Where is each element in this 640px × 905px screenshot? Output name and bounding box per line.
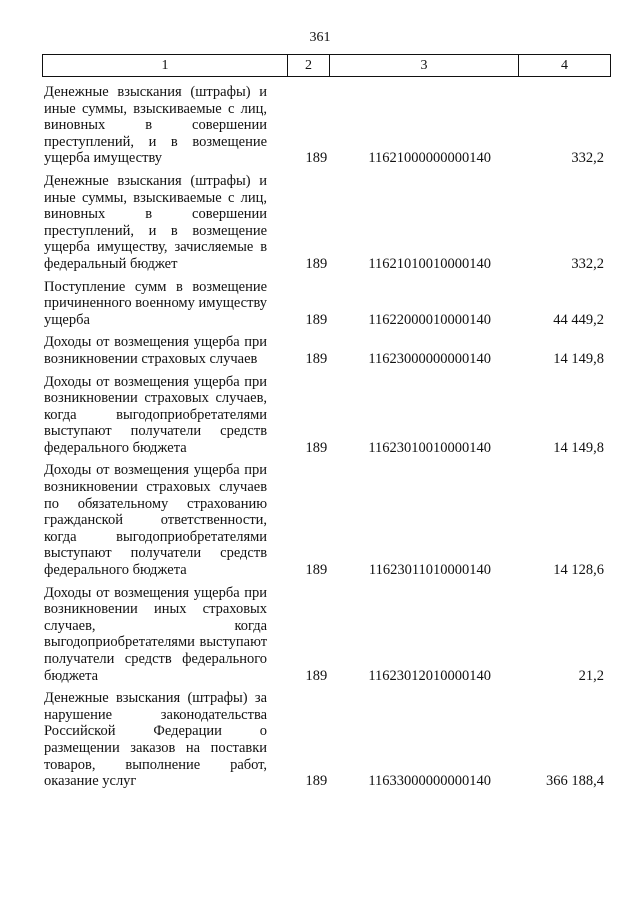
table-header [42,54,611,77]
row-description: Денежные взыскания (штрафы) за нарушение законодательства Российской Федерации о размещении заказов на поставки товаров, выполнение работ, оказание услуг [44,690,268,790]
row-amount: 21,2 [578,667,604,684]
row-admin-code: 189 [305,255,328,272]
header-col-2: 2 [288,55,330,76]
table-row [44,374,604,457]
row-admin-code: 189 [305,350,328,367]
row-kbk-code: 11633000000000140 [368,773,492,790]
row-kbk-code: 11623011010000140 [368,562,492,579]
row-kbk-code: 11623000000000140 [368,350,492,367]
row-amount: 366 188,4 [546,773,604,790]
row-amount: 44 449,2 [553,311,604,328]
row-amount: 332,2 [571,150,604,167]
table-row [44,690,604,790]
row-admin-code: 189 [305,562,328,579]
page-number: 361 [309,30,331,45]
row-kbk-code: 11623010010000140 [368,439,492,456]
table-row [44,279,604,329]
row-kbk-code: 11621000000000140 [368,150,492,167]
table-row [44,173,604,273]
row-admin-code: 189 [305,150,328,167]
header-col-1: 1 [43,55,288,76]
table-body [44,84,604,796]
row-description: Денежные взыскания (штрафы) и иные суммы, взыскиваемые с лиц, виновных в совершении преступлений, и в возмещение ущерба имуществу, зачисляемые в федеральный бюджет [44,172,268,272]
table-row [44,585,604,685]
table-row [44,84,604,167]
row-kbk-code: 11622000010000140 [368,311,492,328]
row-amount: 14 128,6 [553,562,604,579]
header-col-3: 3 [330,55,519,76]
table-row [44,334,604,367]
table-row [44,462,604,578]
row-description: Денежные взыскания (штрафы) и иные суммы, взыскиваемые с лиц, виновных в совершении преступлений, и в возмещение ущерба имуществу [44,84,268,167]
row-description: Доходы от возмещения ущерба при возникновении страховых случаев, когда выгодоприобретателями выступают получатели средств федерального бюджета [44,373,268,456]
row-admin-code: 189 [305,773,328,790]
row-description: Доходы от возмещения ущерба при возникновении страховых случаев по обязательному страхованию гражданской ответственности, когда выгодоприобретателями выступают получатели средств федерального бюджета [44,462,268,579]
row-kbk-code: 11623012010000140 [368,667,492,684]
row-kbk-code: 11621010010000140 [368,255,492,272]
header-col-4: 4 [561,57,568,73]
row-amount: 332,2 [571,255,604,272]
row-description: Доходы от возмещения ущерба при возникновении иных страховых случаев, когда выгодоприобретателями выступают получатели средств федерального бюджета [44,584,268,684]
row-description: Поступление сумм в возмещение причиненного военному имуществу ущерба [44,278,268,328]
row-admin-code: 189 [305,667,328,684]
row-amount: 14 149,8 [553,350,604,367]
row-admin-code: 189 [305,439,328,456]
row-description: Доходы от возмещения ущерба при возникновении страховых случаев [44,334,268,367]
row-admin-code: 189 [305,311,328,328]
row-amount: 14 149,8 [553,439,604,456]
